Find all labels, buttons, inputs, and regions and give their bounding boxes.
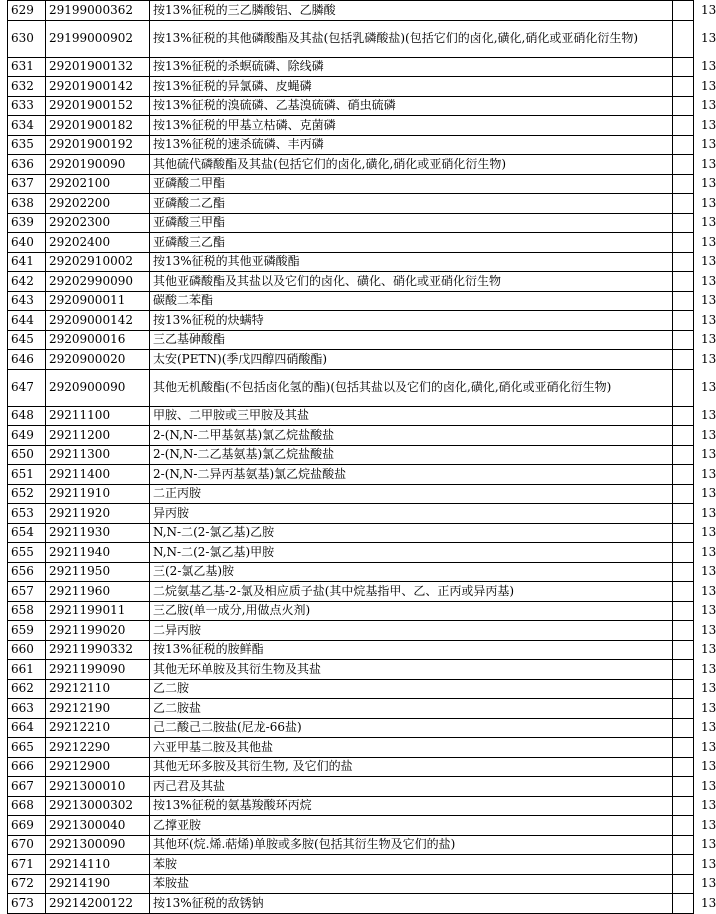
table-row: [8, 233, 694, 253]
table-row: [8, 796, 694, 816]
row-number-cell: 655: [8, 543, 46, 563]
description-cell: 三(2-氯乙基)胺: [150, 562, 673, 582]
row-number-cell: 633: [8, 96, 46, 116]
table-row: [8, 445, 694, 465]
tariff-code-cell: 2921199020: [46, 621, 150, 641]
description-cell: 甲胺、二甲胺或三甲胺及其盐: [150, 406, 673, 426]
description-cell: 二烷氨基乙基-2-氯及相应质子盐(其中烷基指甲、乙、正丙或异丙基): [150, 582, 673, 602]
row-number-cell: 637: [8, 174, 46, 194]
row-number-cell: 666: [8, 757, 46, 777]
description-cell: 碳酸二苯酯: [150, 291, 673, 311]
table-row: [8, 562, 694, 582]
row-number-cell: 648: [8, 406, 46, 426]
description-cell: 其他亚磷酸酯及其盐以及它们的卤化、磺化、硝化或亚硝化衍生物: [150, 272, 673, 292]
tariff-code-cell: 29212190: [46, 699, 150, 719]
description-cell: 乙二胺: [150, 679, 673, 699]
description-cell: 丙己君及其盐: [150, 777, 673, 797]
table-row: [8, 213, 694, 233]
description-cell: 2-(N,N-二异丙基氨基)氯乙烷盐酸盐: [150, 465, 673, 485]
table-row: [8, 96, 694, 116]
table-row: [8, 660, 694, 680]
tax-rate-cell: 13: [673, 465, 694, 485]
tariff-code-cell: 29211940: [46, 543, 150, 563]
description-cell: 按13%征税的其他磷酸酯及其盐(包括乳磷酸盐)(包括它们的卤化,磺化,硝化或亚硝化衍生物): [150, 20, 673, 57]
description-cell: 按13%征税的三乙膦酸铝、乙膦酸: [150, 1, 673, 21]
tariff-code-cell: 2920900016: [46, 330, 150, 350]
tax-rate-cell: 13: [673, 213, 694, 233]
description-cell: 按13%征税的速杀硫磷、丰丙磷: [150, 135, 673, 155]
tax-rate-cell: 13: [673, 135, 694, 155]
row-number-cell: 654: [8, 523, 46, 543]
tariff-code-cell: 29211300: [46, 445, 150, 465]
tariff-code-cell: 29214110: [46, 855, 150, 875]
table-row: [8, 777, 694, 797]
table-row: [8, 426, 694, 446]
tariff-code-cell: 29202400: [46, 233, 150, 253]
description-cell: 异丙胺: [150, 504, 673, 524]
row-number-cell: 649: [8, 426, 46, 446]
tariff-code-cell: 29201900142: [46, 77, 150, 97]
row-number-cell: 665: [8, 738, 46, 758]
row-number-cell: 639: [8, 213, 46, 233]
row-number-cell: 658: [8, 601, 46, 621]
description-cell: 其他硫代磷酸酯及其盐(包括它们的卤化,磺化,硝化或亚硝化衍生物): [150, 155, 673, 175]
tariff-code-cell: 2921199011: [46, 601, 150, 621]
tax-rate-cell: 13: [673, 194, 694, 214]
tariff-code-cell: 29214190: [46, 874, 150, 894]
table-row: [8, 330, 694, 350]
row-number-cell: 656: [8, 562, 46, 582]
description-cell: 按13%征税的其他亚磷酸酯: [150, 252, 673, 272]
row-number-cell: 642: [8, 272, 46, 292]
row-number-cell: 650: [8, 445, 46, 465]
table-row: [8, 757, 694, 777]
tariff-code-cell: 29199000362: [46, 1, 150, 21]
tariff-code-cell: 29211930: [46, 523, 150, 543]
tariff-code-cell: 29202100: [46, 174, 150, 194]
tax-rate-cell: 13: [673, 155, 694, 175]
table-row: [8, 116, 694, 136]
table-row: [8, 20, 694, 57]
tax-rate-cell: 13: [673, 660, 694, 680]
tariff-code-cell: 29211200: [46, 426, 150, 446]
tariff-code-cell: 29211960: [46, 582, 150, 602]
row-number-cell: 645: [8, 330, 46, 350]
table-row: [8, 174, 694, 194]
table-row: [8, 679, 694, 699]
table-row: [8, 77, 694, 97]
description-cell: 按13%征税的敌锈钠: [150, 894, 673, 914]
tax-rate-cell: 13: [673, 77, 694, 97]
tariff-code-cell: 29202990090: [46, 272, 150, 292]
table-row: [8, 369, 694, 406]
row-number-cell: 653: [8, 504, 46, 524]
table-row: [8, 155, 694, 175]
tax-rate-cell: 13: [673, 679, 694, 699]
table-row: [8, 311, 694, 331]
description-cell: N,N-二(2-氯乙基)乙胺: [150, 523, 673, 543]
tax-rate-cell: 13: [673, 562, 694, 582]
description-cell: 按13%征税的炔螨特: [150, 311, 673, 331]
description-cell: 按13%征税的杀螟硫磷、除线磷: [150, 57, 673, 77]
description-cell: 其他无环单胺及其衍生物及其盐: [150, 660, 673, 680]
table-row: [8, 718, 694, 738]
description-cell: 六亚甲基二胺及其他盐: [150, 738, 673, 758]
row-number-cell: 644: [8, 311, 46, 331]
tariff-code-cell: 29201900192: [46, 135, 150, 155]
row-number-cell: 640: [8, 233, 46, 253]
description-cell: 其他无环多胺及其衍生物, 及它们的盐: [150, 757, 673, 777]
tax-rate-cell: 13: [673, 272, 694, 292]
tariff-code-cell: 29213000302: [46, 796, 150, 816]
tariff-code-cell: 29201900182: [46, 116, 150, 136]
tax-rate-cell: 13: [673, 777, 694, 797]
tax-rate-cell: 13: [673, 350, 694, 370]
tariff-table: [7, 0, 716, 914]
tax-rate-cell: 13: [673, 835, 694, 855]
tariff-code-cell: 29199000902: [46, 20, 150, 57]
table-row: [8, 601, 694, 621]
row-number-cell: 670: [8, 835, 46, 855]
tax-rate-cell: 13: [673, 816, 694, 836]
tax-rate-cell: 13: [673, 311, 694, 331]
table-row: [8, 465, 694, 485]
tariff-code-cell: 29201900152: [46, 96, 150, 116]
description-cell: 按13%征税的异氯磷、皮蝇磷: [150, 77, 673, 97]
tax-rate-cell: 13: [673, 20, 694, 57]
row-number-cell: 669: [8, 816, 46, 836]
tax-rate-cell: 13: [673, 291, 694, 311]
table-row: [8, 272, 694, 292]
tax-rate-cell: 13: [673, 699, 694, 719]
description-cell: 2-(N,N-二甲基氨基)氯乙烷盐酸盐: [150, 426, 673, 446]
tax-rate-cell: 13: [673, 174, 694, 194]
description-cell: 亚磷酸三乙酯: [150, 233, 673, 253]
row-number-cell: 657: [8, 582, 46, 602]
tax-rate-cell: 13: [673, 894, 694, 914]
tariff-code-cell: 2920900090: [46, 369, 150, 406]
tax-rate-cell: 13: [673, 426, 694, 446]
tax-rate-cell: 13: [673, 504, 694, 524]
tariff-code-cell: 2921199090: [46, 660, 150, 680]
tax-rate-cell: 13: [673, 252, 694, 272]
table-row: [8, 816, 694, 836]
tariff-code-cell: 29212900: [46, 757, 150, 777]
tax-rate-cell: 13: [673, 369, 694, 406]
row-number-cell: 667: [8, 777, 46, 797]
tariff-code-cell: 29212110: [46, 679, 150, 699]
description-cell: 太安(PETN)(季戊四醇四硝酸酯): [150, 350, 673, 370]
tariff-code-cell: 29214200122: [46, 894, 150, 914]
row-number-cell: 632: [8, 77, 46, 97]
table-row: [8, 582, 694, 602]
row-number-cell: 673: [8, 894, 46, 914]
description-cell: 乙撑亚胺: [150, 816, 673, 836]
tax-rate-cell: 13: [673, 484, 694, 504]
description-cell: N,N-二(2-氯乙基)甲胺: [150, 543, 673, 563]
table-row: [8, 543, 694, 563]
description-cell: 2-(N,N-二乙基氨基)氯乙烷盐酸盐: [150, 445, 673, 465]
table-row: [8, 57, 694, 77]
tariff-code-cell: 29211400: [46, 465, 150, 485]
tax-rate-cell: 13: [673, 406, 694, 426]
tax-rate-cell: 13: [673, 796, 694, 816]
tax-rate-cell: 13: [673, 445, 694, 465]
row-number-cell: 629: [8, 1, 46, 21]
table-row: [8, 621, 694, 641]
row-number-cell: 662: [8, 679, 46, 699]
table-row: [8, 894, 694, 914]
tax-rate-cell: 13: [673, 855, 694, 875]
row-number-cell: 646: [8, 350, 46, 370]
tariff-code-cell: 29201900132: [46, 57, 150, 77]
description-cell: 按13%征税的溴硫磷、乙基溴硫磷、硝虫硫磷: [150, 96, 673, 116]
description-cell: 按13%征税的胺鲜酯: [150, 640, 673, 660]
tariff-code-cell: 29202910002: [46, 252, 150, 272]
tax-rate-cell: 13: [673, 640, 694, 660]
tariff-code-cell: 29212290: [46, 738, 150, 758]
tax-rate-cell: 13: [673, 116, 694, 136]
tax-rate-cell: 13: [673, 233, 694, 253]
table-row: [8, 699, 694, 719]
row-number-cell: 659: [8, 621, 46, 641]
table-row: [8, 406, 694, 426]
tariff-code-cell: 29212210: [46, 718, 150, 738]
tariff-code-cell: 29202300: [46, 213, 150, 233]
tariff-code-cell: 29202200: [46, 194, 150, 214]
table-row: [8, 135, 694, 155]
table-row: [8, 523, 694, 543]
tariff-code-cell: 2921300090: [46, 835, 150, 855]
tariff-code-cell: 29211990332: [46, 640, 150, 660]
tax-rate-cell: 13: [673, 96, 694, 116]
table-row: [8, 738, 694, 758]
description-cell: 二异丙胺: [150, 621, 673, 641]
tax-rate-cell: 13: [673, 601, 694, 621]
table-row: [8, 874, 694, 894]
description-cell: 乙二胺盐: [150, 699, 673, 719]
tariff-table-body: [8, 1, 716, 914]
description-cell: 三乙基砷酸酯: [150, 330, 673, 350]
row-number-cell: 635: [8, 135, 46, 155]
tax-rate-cell: 13: [673, 523, 694, 543]
tariff-code-cell: 2921300010: [46, 777, 150, 797]
row-number-cell: 663: [8, 699, 46, 719]
row-number-cell: 638: [8, 194, 46, 214]
row-number-cell: 652: [8, 484, 46, 504]
tax-rate-cell: 13: [673, 543, 694, 563]
row-number-cell: 647: [8, 369, 46, 406]
table-row: [8, 194, 694, 214]
row-number-cell: 664: [8, 718, 46, 738]
tax-rate-cell: 13: [673, 874, 694, 894]
row-number-cell: 636: [8, 155, 46, 175]
description-cell: 三乙胺(单一成分,用做点火剂): [150, 601, 673, 621]
table-row: [8, 1, 694, 21]
row-number-cell: 672: [8, 874, 46, 894]
row-number-cell: 631: [8, 57, 46, 77]
tax-rate-cell: 13: [673, 330, 694, 350]
description-cell: 其他环(烷.烯.萜烯)单胺或多胺(包括其衍生物及它们的盐): [150, 835, 673, 855]
tax-rate-cell: 13: [673, 1, 694, 21]
table-row: [8, 350, 694, 370]
tax-rate-cell: 13: [673, 582, 694, 602]
tax-rate-cell: 13: [673, 621, 694, 641]
tariff-code-cell: 29211920: [46, 504, 150, 524]
description-cell: 其他无机酸酯(不包括卤化氢的酯)(包括其盐以及它们的卤化,磺化,硝化或亚硝化衍生物): [150, 369, 673, 406]
tariff-code-cell: 2920190090: [46, 155, 150, 175]
tariff-code-cell: 2920900011: [46, 291, 150, 311]
tariff-code-cell: 2920900020: [46, 350, 150, 370]
row-number-cell: 660: [8, 640, 46, 660]
row-number-cell: 661: [8, 660, 46, 680]
tax-rate-cell: 13: [673, 718, 694, 738]
description-cell: 二正丙胺: [150, 484, 673, 504]
row-number-cell: 651: [8, 465, 46, 485]
row-number-cell: 643: [8, 291, 46, 311]
tariff-code-cell: 2921300040: [46, 816, 150, 836]
tariff-code-cell: 29211910: [46, 484, 150, 504]
table-row: [8, 252, 694, 272]
description-cell: 亚磷酸三甲酯: [150, 213, 673, 233]
description-cell: 苯胺盐: [150, 874, 673, 894]
row-number-cell: 634: [8, 116, 46, 136]
table-row: [8, 855, 694, 875]
row-number-cell: 630: [8, 20, 46, 57]
row-number-cell: 671: [8, 855, 46, 875]
table-row: [8, 484, 694, 504]
tax-rate-cell: 13: [673, 738, 694, 758]
tariff-code-cell: 29209000142: [46, 311, 150, 331]
description-cell: 按13%征税的甲基立枯磷、克菌磷: [150, 116, 673, 136]
tariff-code-cell: 29211100: [46, 406, 150, 426]
description-cell: 苯胺: [150, 855, 673, 875]
tax-rate-cell: 13: [673, 757, 694, 777]
description-cell: 己二酸己二胺盐(尼龙-66盐): [150, 718, 673, 738]
table-row: [8, 504, 694, 524]
table-row: [8, 835, 694, 855]
tariff-code-cell: 29211950: [46, 562, 150, 582]
row-number-cell: 668: [8, 796, 46, 816]
table-row: [8, 640, 694, 660]
description-cell: 亚磷酸二甲酯: [150, 174, 673, 194]
description-cell: 亚磷酸二乙酯: [150, 194, 673, 214]
row-number-cell: 641: [8, 252, 46, 272]
description-cell: 按13%征税的氨基羧酸环丙烷: [150, 796, 673, 816]
table-row: [8, 291, 694, 311]
tax-rate-cell: 13: [673, 57, 694, 77]
